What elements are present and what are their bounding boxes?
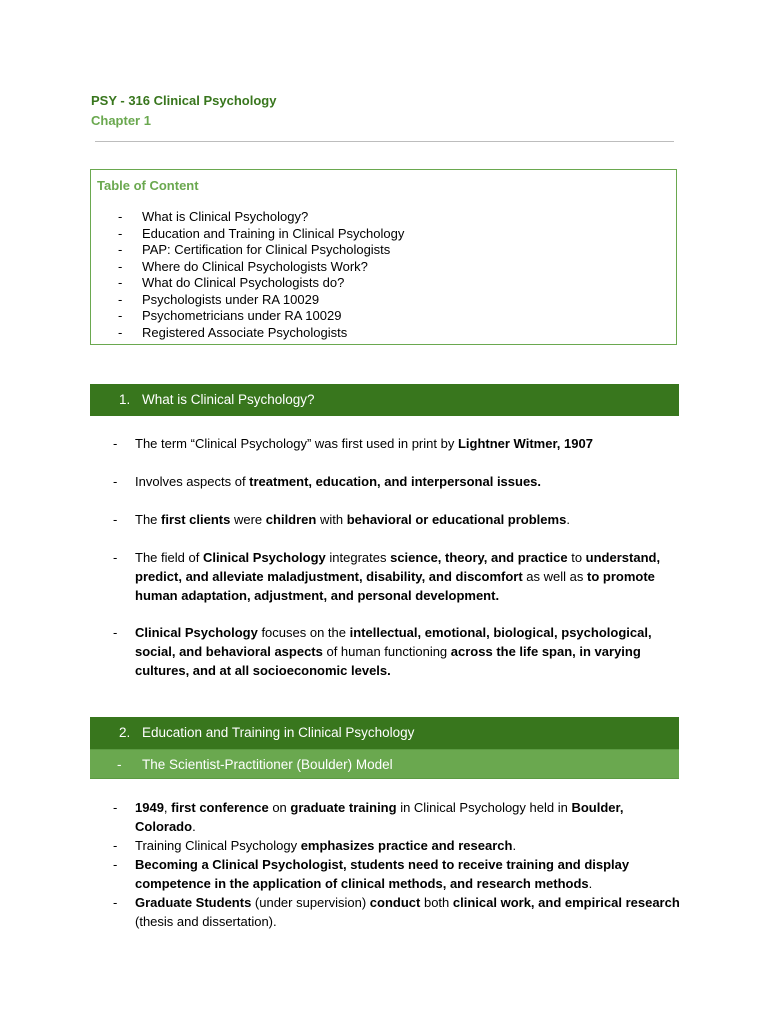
text-run: integrates (325, 550, 391, 565)
toc-item (91, 308, 404, 325)
text-run: of human functioning (322, 644, 451, 659)
toc-item (91, 259, 404, 276)
section-1-title: What is Clinical Psychology? (142, 392, 315, 407)
bullet-text (135, 855, 683, 893)
text-run: were (230, 512, 266, 527)
text-run: The field of (135, 550, 203, 565)
bullet-dash: - (113, 800, 118, 815)
section-1-bullet (113, 472, 683, 491)
section-2-bullet (113, 893, 683, 931)
toc-item-label: What do Clinical Psychologists do? (142, 275, 345, 290)
section-1-bullet (113, 623, 683, 680)
bullet-dash: - (113, 857, 118, 872)
toc-dash: - (118, 275, 123, 290)
bold-text: children (265, 512, 317, 527)
text-run: (thesis and dissertation). (135, 914, 277, 929)
section-2-header (90, 717, 679, 749)
chapter-label: Chapter 1 (91, 113, 151, 128)
text-run: with (316, 512, 347, 527)
bullet-text (135, 472, 683, 491)
toc-dash: - (118, 291, 123, 307)
divider (95, 141, 674, 142)
bold-text: emphasizes practice and research (300, 838, 513, 853)
bold-text: Lightner Witmer, 1907 (457, 436, 593, 451)
bullet-text (135, 798, 683, 836)
table-of-content (90, 169, 677, 345)
bullet-dash: - (113, 550, 118, 565)
bullet-dash: - (113, 625, 118, 640)
bullet-dash: - (113, 838, 118, 853)
bullet-dash: - (113, 512, 118, 527)
text-run: as well as (522, 569, 587, 584)
section-1-bullet (113, 548, 683, 605)
bold-text: Becoming a Clinical Psychologist, students need to receive training and display competence in the application of clinical methods, and research methods (135, 857, 630, 891)
bold-text: Graduate Students (135, 895, 252, 910)
text-run: . (588, 876, 593, 891)
text-run: to (567, 550, 586, 565)
bold-text: Clinical Psychology (135, 625, 258, 640)
toc-dash: - (118, 225, 123, 241)
toc-item (91, 325, 404, 342)
section-2-subheader (90, 749, 679, 779)
toc-item (91, 209, 404, 226)
toc-dash: - (118, 209, 123, 224)
section-2-number: 2. (119, 725, 131, 740)
bold-text: behavioral or educational problems (346, 512, 567, 527)
text-run: . (192, 819, 196, 834)
bold-text: Clinical Psychology (202, 550, 326, 565)
section-1-header (90, 384, 679, 416)
subheader-title: The Scientist-Practitioner (Boulder) Model (142, 757, 393, 772)
bold-text: first clients (161, 512, 231, 527)
text-run: (under supervision) (251, 895, 370, 910)
toc-list (91, 209, 404, 341)
bullet-text (135, 836, 683, 855)
toc-item-label: PAP: Certification for Clinical Psychologists (142, 242, 391, 257)
bullet-dash: - (113, 474, 118, 489)
section-1-bullet (113, 510, 683, 529)
bold-text: clinical work, and empirical research (452, 895, 680, 910)
bullet-text (135, 623, 683, 680)
section-2-bullet (113, 836, 683, 855)
bold-text: understand, predict, and alleviate maladjustment, disability, and discomfort (135, 550, 661, 584)
bold-text: intellectual, emotional, biological, psychological, social, and behavioral aspects (135, 625, 652, 659)
text-run: in Clinical Psychology held in (396, 800, 572, 815)
bullet-text (135, 893, 683, 931)
bullet-text (135, 510, 683, 529)
toc-item (91, 242, 404, 259)
text-run: focuses on the (257, 625, 350, 640)
section-1-number: 1. (119, 392, 131, 407)
toc-item-label: Where do Clinical Psychologists Work? (142, 258, 368, 274)
text-run: The (135, 512, 162, 527)
bold-text: to promote human adaptation, adjustment, and personal development. (135, 569, 655, 603)
toc-dash: - (118, 324, 123, 340)
toc-item-label: Psychologists under RA 10029 (142, 291, 320, 307)
bold-text: treatment, education, and interpersonal issues. (249, 474, 542, 489)
toc-item (91, 292, 404, 309)
text-run: Involves aspects of (135, 474, 250, 489)
course-title: PSY - 316 Clinical Psychology (91, 93, 277, 108)
bullet-text (135, 548, 683, 605)
toc-item-label: Registered Associate Psychologists (142, 324, 348, 340)
subheader-dash: - (117, 757, 122, 772)
toc-item-label: What is Clinical Psychology? (142, 209, 309, 224)
text-run: both (420, 895, 453, 910)
toc-item (91, 226, 404, 243)
bullet-text (135, 434, 683, 453)
section-2-bullet (113, 798, 683, 836)
toc-title: Table of Content (97, 178, 199, 193)
bold-text: 1949 (135, 800, 164, 815)
text-run: Training Clinical Psychology (135, 838, 301, 853)
bold-text: across the life span, in varying cultures, and at all socioeconomic levels. (135, 644, 641, 678)
text-run: on (268, 800, 291, 815)
bold-text: conduct (369, 895, 421, 910)
text-run: The term “Clinical Psychology” was first used in print by (135, 436, 458, 451)
toc-dash: - (118, 242, 123, 257)
section-2-title: Education and Training in Clinical Psychology (142, 725, 415, 740)
text-run: , (163, 800, 172, 815)
toc-dash: - (118, 258, 123, 274)
toc-item-label: Psychometricians under RA 10029 (142, 308, 342, 323)
bold-text: science, theory, and practice (390, 550, 568, 565)
toc-dash: - (118, 308, 123, 323)
bullet-dash: - (113, 436, 118, 451)
toc-item-label: Education and Training in Clinical Psychology (142, 225, 405, 241)
bullet-dash: - (113, 895, 118, 910)
bold-text: first conference (171, 800, 269, 815)
bold-text: graduate training (290, 800, 397, 815)
text-run: . (512, 838, 517, 853)
section-2-bullet (113, 855, 683, 893)
text-run: . (566, 512, 570, 527)
bold-text: Boulder, Colorado (135, 800, 624, 834)
toc-item (91, 275, 404, 292)
section-1-bullet (113, 434, 683, 453)
